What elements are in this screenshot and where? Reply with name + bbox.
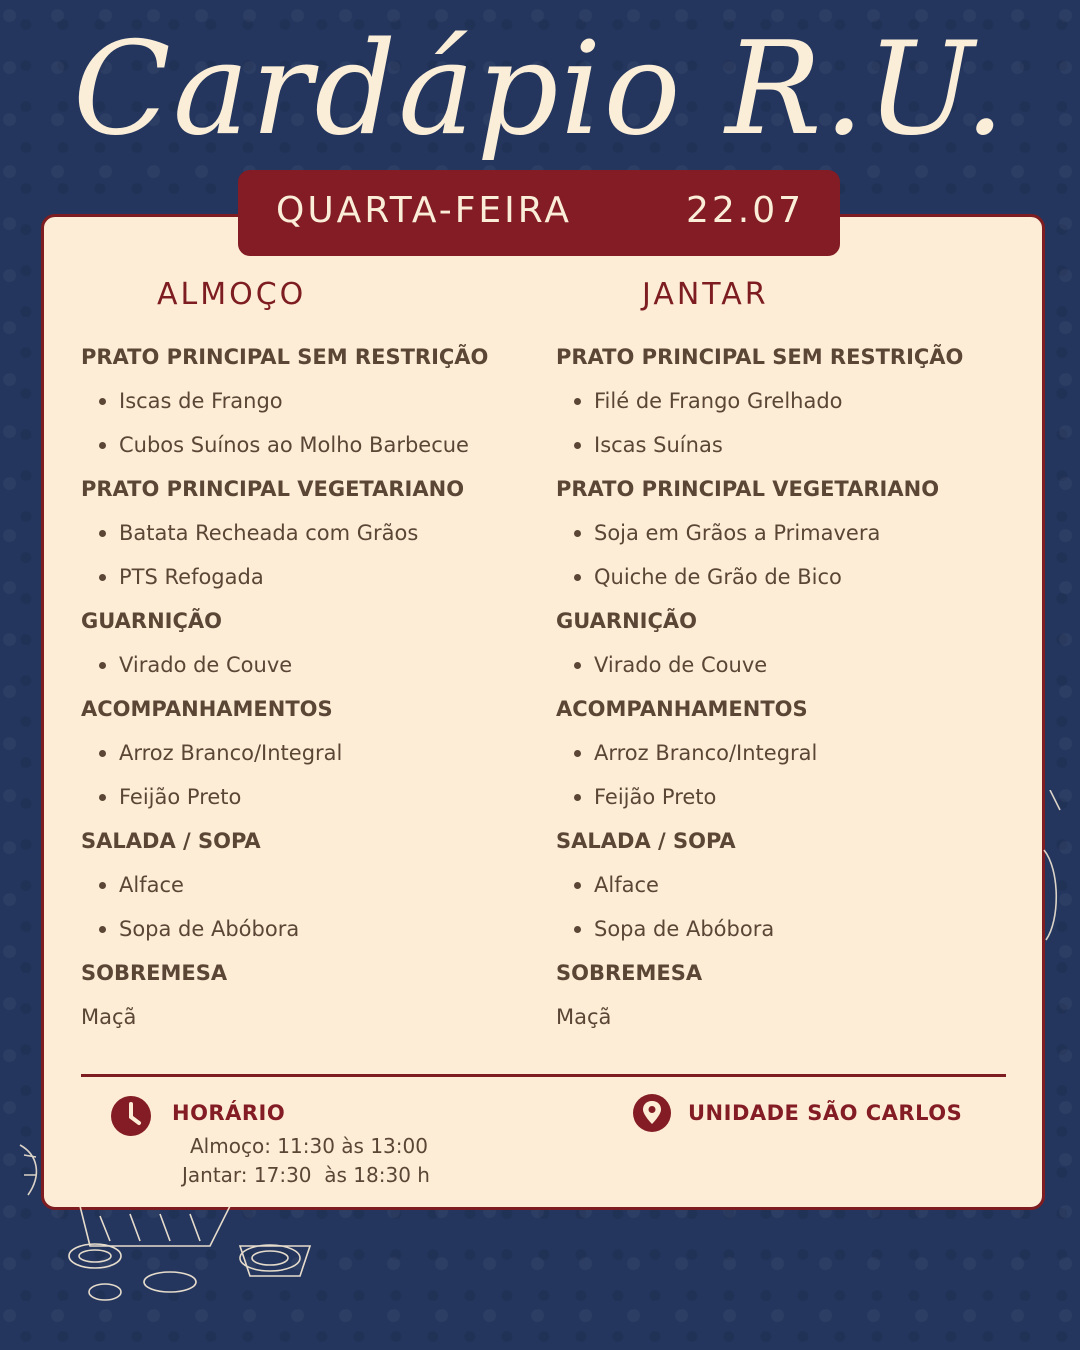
lunch-title: ALMOÇO xyxy=(157,277,307,312)
list-item: Virado de Couve xyxy=(81,643,521,687)
dinner-dessert-heading: SOBREMESA xyxy=(556,961,703,985)
list-item: PTS Refogada xyxy=(81,555,521,599)
hours-label: HORÁRIO xyxy=(172,1101,286,1125)
list-item: Feijão Preto xyxy=(556,775,996,819)
dinner-veg-heading: PRATO PRINCIPAL VEGETARIANO xyxy=(556,477,940,501)
list-item: Virado de Couve xyxy=(556,643,996,687)
dinner-side-heading: GUARNIÇÃO xyxy=(556,609,697,633)
lunch-veg-heading: PRATO PRINCIPAL VEGETARIANO xyxy=(81,477,465,501)
divider xyxy=(81,1074,1006,1077)
list-item: Filé de Frango Grelhado xyxy=(556,379,996,423)
dinner-title: JANTAR xyxy=(642,277,769,312)
list-item: Arroz Branco/Integral xyxy=(81,731,521,775)
list-item: Alface xyxy=(81,863,521,907)
list-item: Quiche de Grão de Bico xyxy=(556,555,996,599)
list-item: Feijão Preto xyxy=(81,775,521,819)
unit-label: UNIDADE SÃO CARLOS xyxy=(688,1101,963,1125)
food-illustration xyxy=(60,1206,320,1316)
lunch-side-heading: GUARNIÇÃO xyxy=(81,609,222,633)
location-pin-icon xyxy=(632,1093,672,1133)
menu-card xyxy=(41,214,1045,1210)
lunch-hours: Almoço: 11:30 às 13:00 xyxy=(190,1134,428,1158)
dinner-column xyxy=(556,277,996,1039)
list-item: Cubos Suínos ao Molho Barbecue xyxy=(81,423,521,467)
dinner-dessert: Maçã xyxy=(556,1005,612,1029)
dinner-acc-heading: ACOMPANHAMENTOS xyxy=(556,697,808,721)
dinner-main-heading: PRATO PRINCIPAL SEM RESTRIÇÃO xyxy=(556,345,964,369)
date-label: 22.07 xyxy=(686,190,805,231)
leaf-illustration xyxy=(1040,790,1070,950)
list-item: Arroz Branco/Integral xyxy=(556,731,996,775)
lunch-dessert: Maçã xyxy=(81,1005,137,1029)
list-item: Sopa de Abóbora xyxy=(556,907,996,951)
list-item: Soja em Grãos a Primavera xyxy=(556,511,996,555)
clock-icon xyxy=(110,1095,152,1137)
dinner-hours: Jantar: 17:30 às 18:30 h xyxy=(182,1163,430,1187)
day-label: QUARTA-FEIRA xyxy=(276,190,572,231)
list-item: Batata Recheada com Grãos xyxy=(81,511,521,555)
list-item: Sopa de Abóbora xyxy=(81,907,521,951)
lunch-salad-heading: SALADA / SOPA xyxy=(81,829,261,853)
list-item: Iscas de Frango xyxy=(81,379,521,423)
lunch-column xyxy=(81,277,521,1039)
leaf-illustration-small xyxy=(18,1135,48,1205)
list-item: Alface xyxy=(556,863,996,907)
page-title: Cardápio R.U. xyxy=(72,15,1008,164)
lunch-main-heading: PRATO PRINCIPAL SEM RESTRIÇÃO xyxy=(81,345,489,369)
lunch-acc-heading: ACOMPANHAMENTOS xyxy=(81,697,333,721)
dinner-salad-heading: SALADA / SOPA xyxy=(556,829,736,853)
list-item: Iscas Suínas xyxy=(556,423,996,467)
day-banner xyxy=(238,170,840,256)
lunch-dessert-heading: SOBREMESA xyxy=(81,961,228,985)
